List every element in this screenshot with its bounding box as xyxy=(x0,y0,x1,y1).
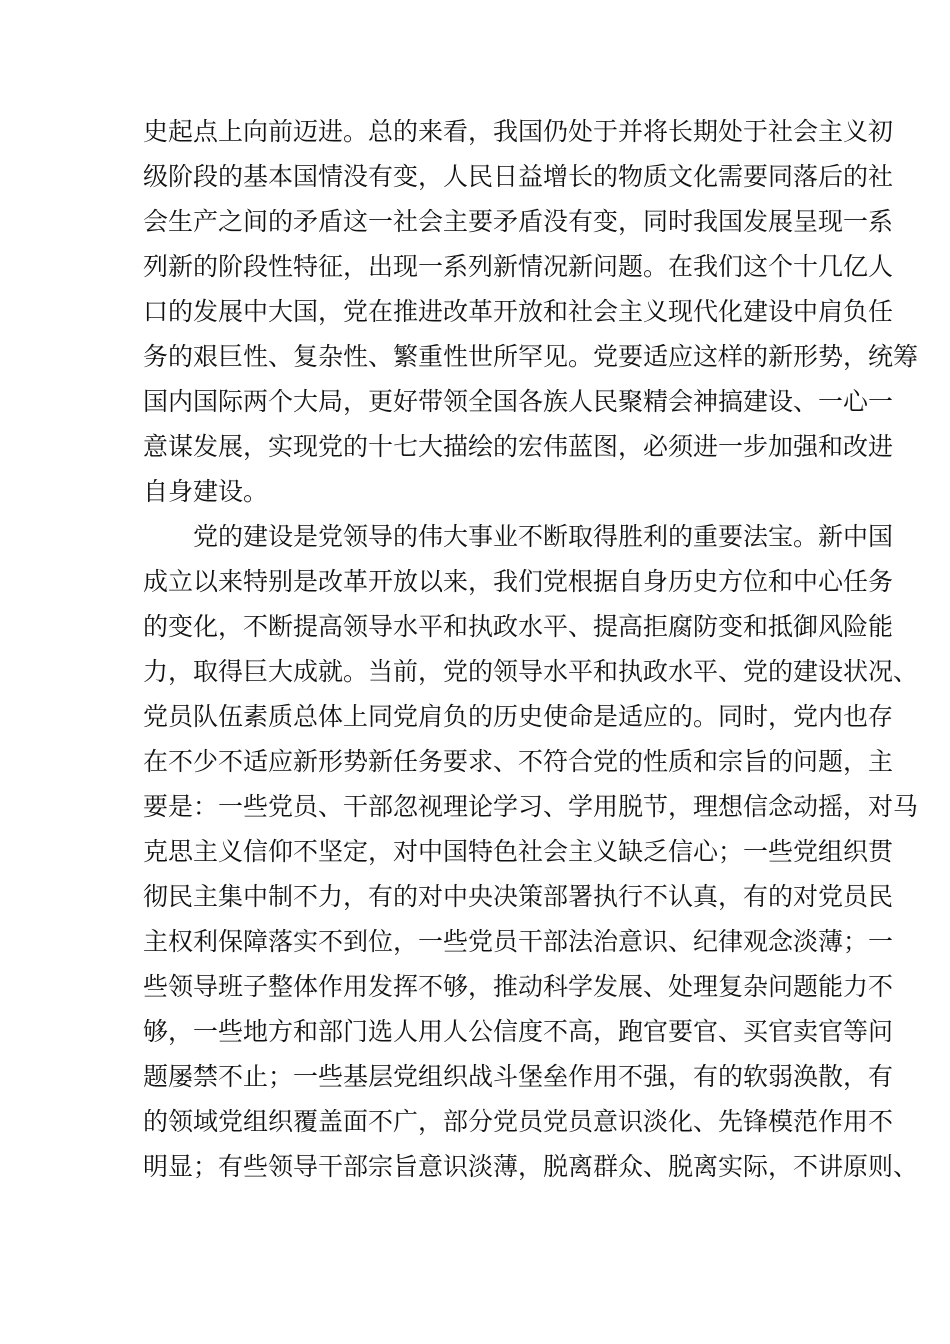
text-line: 成立以来特别是改革开放以来，我们党根据自身历史方位和中心任务 xyxy=(143,567,894,596)
text-line: 列新的阶段性特征，出现一系列新情况新问题。在我们这个十几亿人 xyxy=(143,252,894,281)
text-line: 级阶段的基本国情没有变，人民日益增长的物质文化需要同落后的社 xyxy=(143,162,894,191)
text-line: 要是：一些党员、干部忽视理论学习、学用脱节，理想信念动摇，对马 xyxy=(143,792,919,821)
text-line: 党员队伍素质总体上同党肩负的历史使命是适应的。同时，党内也存 xyxy=(143,702,894,731)
text-line: 务的艰巨性、复杂性、繁重性世所罕见。党要适应这样的新形势，统筹 xyxy=(143,342,919,371)
text-line: 够，一些地方和部门选人用人公信度不高，跑官要官、买官卖官等问 xyxy=(143,1017,894,1046)
text-line: 的变化，不断提高领导水平和执政水平、提高拒腐防变和抵御风险能 xyxy=(143,612,894,641)
text-line: 国内国际两个大局，更好带领全国各族人民聚精会神搞建设、一心一 xyxy=(143,387,894,416)
text-line: 主权利保障落实不到位，一些党员干部法治意识、纪律观念淡薄；一 xyxy=(143,927,894,956)
text-line: 自身建设。 xyxy=(143,477,269,506)
text-line: 克思主义信仰不坚定，对中国特色社会主义缺乏信心；一些党组织贯 xyxy=(143,837,894,866)
text-line: 些领导班子整体作用发挥不够，推动科学发展、处理复杂问题能力不 xyxy=(143,972,894,1001)
text-line: 彻民主集中制不力，有的对中央决策部署执行不认真，有的对党员民 xyxy=(143,882,894,911)
text-line: 党的建设是党领导的伟大事业不断取得胜利的重要法宝。新中国 xyxy=(143,522,894,551)
text-line: 在不少不适应新形势新任务要求、不符合党的性质和宗旨的问题，主 xyxy=(143,747,894,776)
text-line: 意谋发展，实现党的十七大描绘的宏伟蓝图，必须进一步加强和改进 xyxy=(143,432,894,461)
text-line: 力，取得巨大成就。当前，党的领导水平和执政水平、党的建设状况、 xyxy=(143,657,919,686)
text-line: 明显；有些领导干部宗旨意识淡薄，脱离群众、脱离实际，不讲原则、 xyxy=(143,1152,919,1181)
text-line: 史起点上向前迈进。总的来看，我国仍处于并将长期处于社会主义初 xyxy=(143,117,894,146)
text-line: 口的发展中大国，党在推进改革开放和社会主义现代化建设中肩负任 xyxy=(143,297,894,326)
text-line: 的领域党组织覆盖面不广，部分党员党员意识淡化、先锋模范作用不 xyxy=(143,1107,894,1136)
text-line: 会生产之间的矛盾这一社会主要矛盾没有变，同时我国发展呈现一系 xyxy=(143,207,894,236)
text-line: 题屡禁不止；一些基层党组织战斗堡垒作用不强，有的软弱涣散，有 xyxy=(143,1062,894,1091)
